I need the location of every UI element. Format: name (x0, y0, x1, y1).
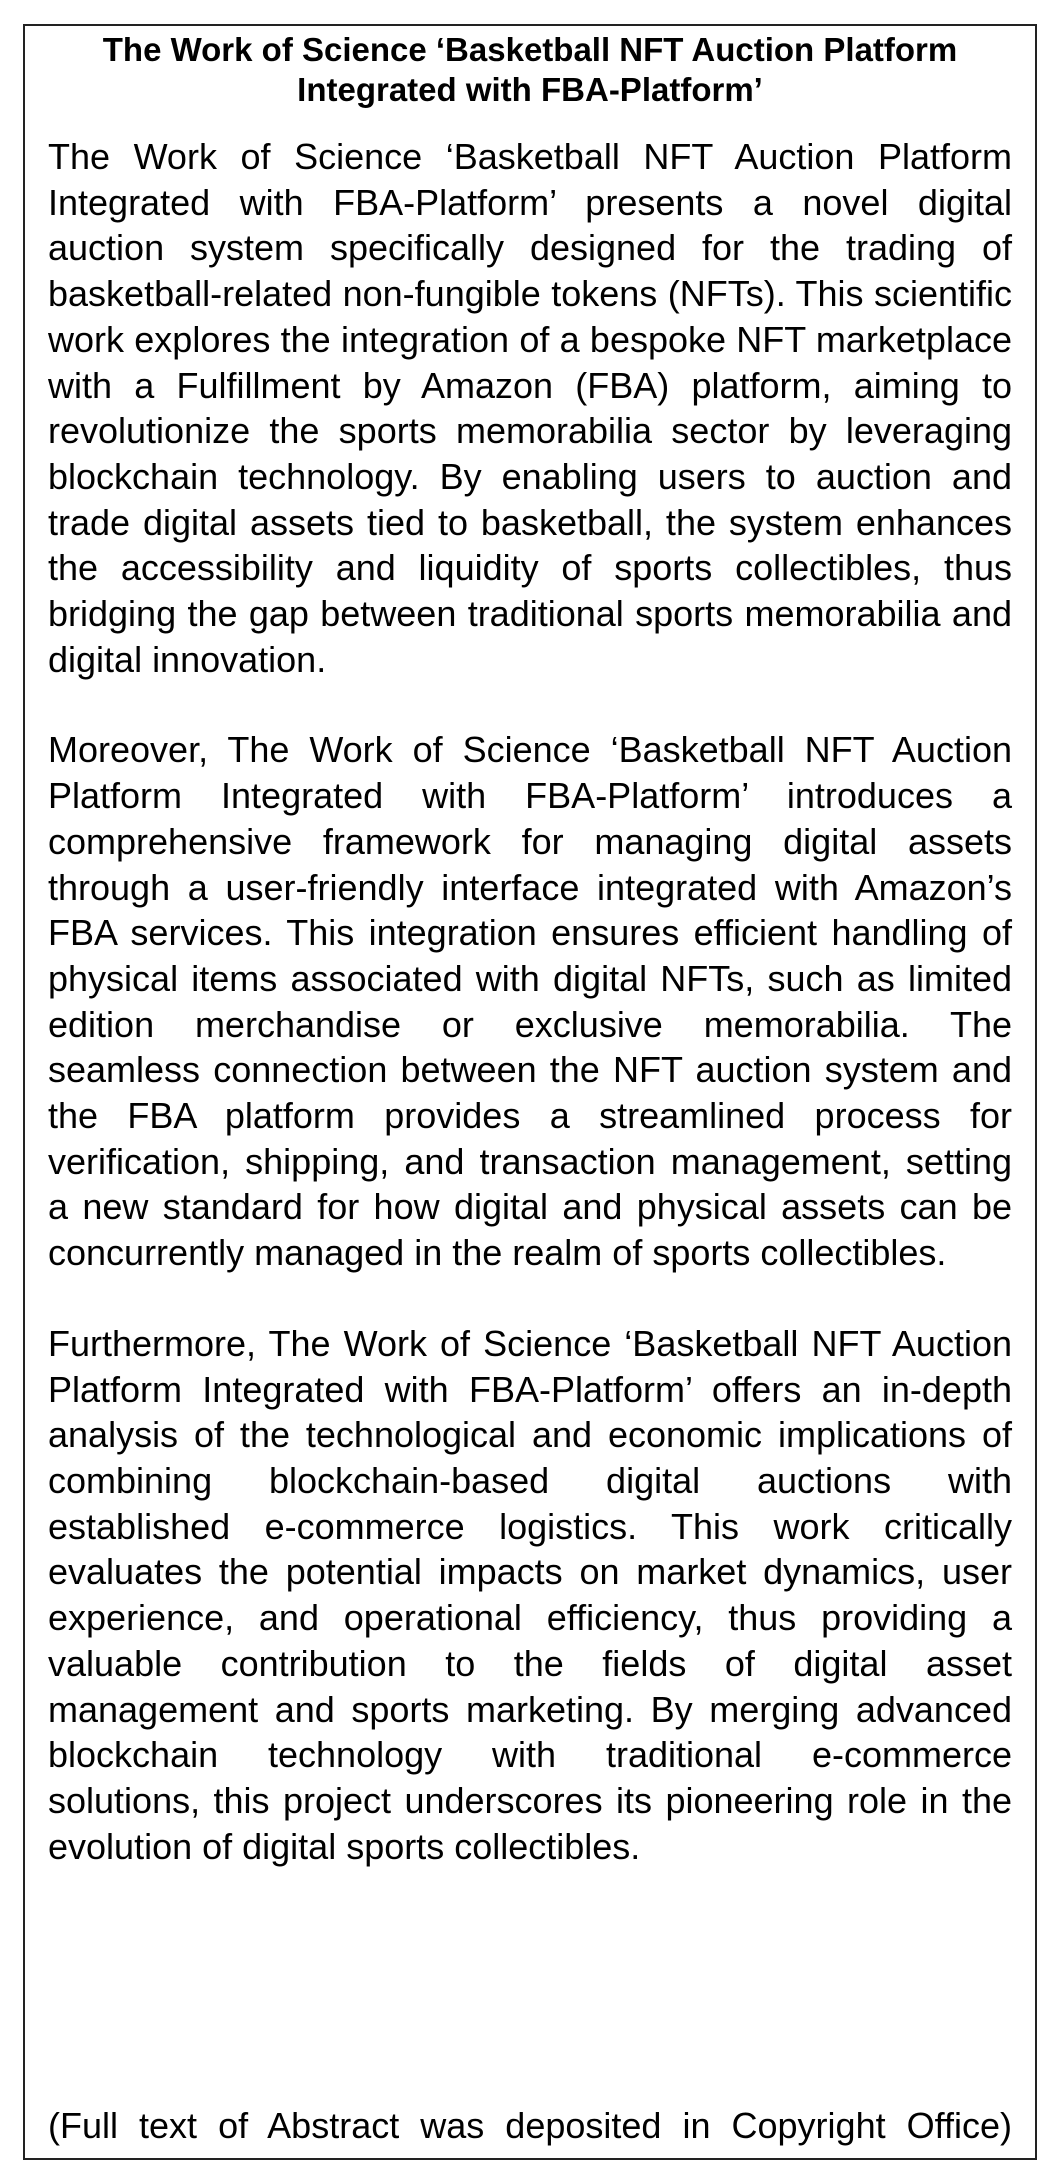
abstract-footer-note: (Full text of Abstract was deposited in Copyright Office) (48, 2105, 1012, 2146)
abstract-paragraph-3: Furthermore, The Work of Science ‘Basketball NFT Auction Platform Integrated with FBA-Platform’ offers an in-depth analysis of the technological and economic implications of combining blockchain-based digital auctions with established e-commerce logistics. This work critically evaluates the potential impacts on market dynamics, user experience, and operational efficiency, thus providing a valuable contribution to the fields of digital asset management and sports marketing. By merging advanced blockchain technology with traditional e-commerce solutions, this project underscores its pioneering role in the evolution of digital sports collectibles. (48, 1322, 1012, 1867)
abstract-title: The Work of Science ‘Basketball NFT Auction Platform Integrated with FBA-Platform’ (102, 31, 958, 108)
abstract-frame (23, 24, 1037, 2160)
abstract-body (48, 134, 1012, 1914)
abstract-paragraph-1: The Work of Science ‘Basketball NFT Auction Platform Integrated with FBA-Platform’ presents a novel digital auction system specifically designed for the trading of basketball-related non-fungible tokens (NFTs). This scientific work explores the integration of a bespoke NFT marketplace with a Fulfillment by Amazon (FBA) platform, aiming to revolutionize the sports memorabilia sector by leveraging blockchain technology. By enabling users to auction and trade digital assets tied to basketball, the system enhances the accessibility and liquidity of sports collectibles, thus bridging the gap between traditional sports memorabilia and digital innovation. (48, 136, 1012, 680)
abstract-paragraph-2: Moreover, The Work of Science ‘Basketball NFT Auction Platform Integrated with FBA-Platform’ introduces a comprehensive framework for managing digital assets through a user-friendly interface integrated with Amazon’s FBA services. This integration ensures efficient handling of physical items associated with digital NFTs, such as limited edition merchandise or exclusive memorabilia. The seamless connection between the NFT auction system and the FBA platform provides a streamlined process for verification, shipping, and transaction management, setting a new standard for how digital and physical assets can be concurrently managed in the realm of sports collectibles. (48, 729, 1012, 1274)
